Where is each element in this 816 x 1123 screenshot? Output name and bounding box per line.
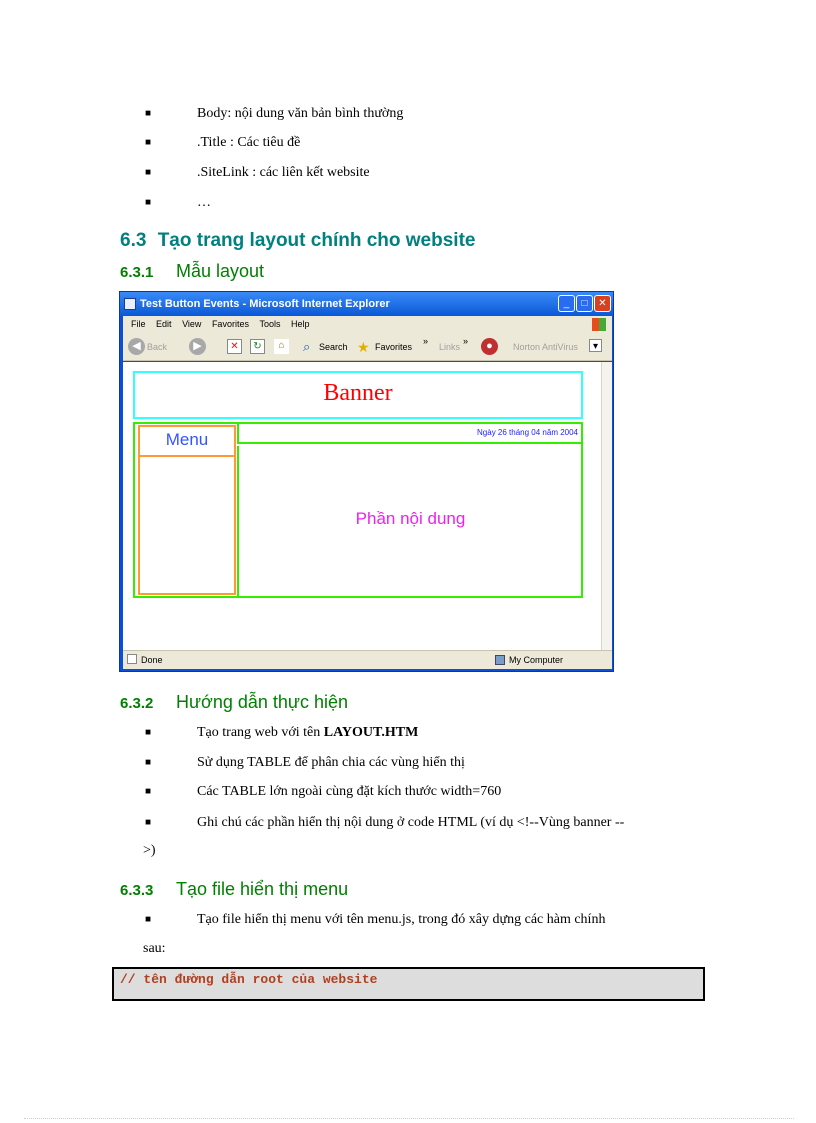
bullet-icon: ■ [145,757,152,768]
bullet-icon: ■ [145,167,152,178]
favorites-label[interactable]: Favorites [375,342,413,352]
subsection-title: Mẫu layout [176,261,265,281]
zone-text: My Computer [509,655,564,665]
layout-content: Phần nội dung [237,446,582,596]
forward-icon[interactable]: ▶ [189,338,206,355]
search-icon[interactable]: ⌕ [303,339,311,354]
layout-date: Ngày 26 tháng 04 năm 2004 [237,424,582,444]
norton-label[interactable]: Norton AntiVirus [513,342,578,352]
window-title: Test Button Events - Microsoft Internet Explorer [140,298,390,310]
page-viewport [123,362,601,650]
list-item-text: Ghi chú các phần hiển thị nội dung ở code HTML (ví dụ <!--Vùng banner -- [197,815,625,830]
home-icon[interactable]: ⌂ [274,339,289,354]
subsection-number: 6.3.1 [120,264,154,281]
list-item-text: Tạo file hiển thị menu với tên menu.js, trong đó xây dựng các hàm chính [197,912,606,927]
bullet-icon: ■ [145,197,152,208]
bullet-icon: ■ [145,914,152,925]
bullet-icon: ■ [145,108,152,119]
list-item-text: Các TABLE lớn ngoài cùng đặt kích thước width=760 [197,784,502,799]
search-label[interactable]: Search [319,342,348,352]
favorites-icon[interactable]: ★ [357,339,370,355]
back-label: Back [147,342,168,352]
section-number: 6.3 [120,230,147,251]
bullet-icon: ■ [145,727,152,738]
layout-menu-title: Menu [140,427,234,457]
subsection-number: 6.3.3 [120,882,154,899]
subsection-heading [120,879,348,900]
subsection-title: Tạo file hiển thị menu [176,879,349,899]
toolbar [123,333,612,361]
status-bar [123,650,612,669]
list-item-text: .Title : Các tiêu đề [197,135,301,150]
list-item-text: Tạo trang web với tên LAYOUT.HTM [197,725,419,740]
windows-logo-icon [592,318,606,331]
stop-icon[interactable]: ✕ [227,339,242,354]
list-item-text: Sử dụng TABLE để phân chia các vùng hiển thị [197,755,465,770]
subsection-heading [120,692,348,713]
ie-icon [124,298,136,310]
code-comment: // tên đường dẫn root của website [120,972,378,987]
subsection-number: 6.3.2 [120,695,154,712]
back-icon[interactable]: ◀ [128,338,145,355]
browser-screenshot [119,291,614,672]
status-text: Done [141,655,163,665]
links-label[interactable]: Links [439,342,461,352]
norton-dropdown-icon[interactable]: ▾ [589,339,602,352]
bullet-icon: ■ [145,817,152,828]
minimize-icon[interactable]: _ [558,295,575,312]
page-footer-rule [24,1118,794,1119]
chevron-icon: » [463,336,469,346]
menu-bar [123,316,612,333]
computer-icon [495,655,505,665]
menu-file[interactable]: File [131,319,146,329]
page-icon [127,654,137,664]
menu-favorites[interactable]: Favorites [211,319,249,329]
menu-edit[interactable]: Edit [156,319,172,329]
chevron-icon: » [423,336,429,346]
subsection-title: Hướng dẫn thực hiện [176,692,349,712]
code-block [112,967,705,1001]
layout-banner: Banner [133,371,583,419]
list-item-text: Body: nội dung văn bản bình thường [197,106,404,121]
scrollbar[interactable] [601,362,612,650]
subsection-heading [120,261,264,282]
list-item-continuation: sau: [143,941,166,956]
list-item-text: .SiteLink : các liên kết website [197,165,370,180]
menu-tools[interactable]: Tools [259,319,281,329]
refresh-icon[interactable]: ↻ [250,339,265,354]
menu-help[interactable]: Help [291,319,310,329]
menu-view[interactable]: View [182,319,202,329]
bullet-icon: ■ [145,786,152,797]
section-heading [120,230,475,252]
norton-icon[interactable]: ● [481,338,498,355]
layout-body-table [133,422,583,598]
file-name: LAYOUT.HTM [323,725,419,740]
bullet-icon: ■ [145,137,152,148]
maximize-icon[interactable]: □ [576,295,593,312]
window-titlebar [120,292,613,316]
list-item-text: … [197,195,211,210]
section-title: Tạo trang layout chính cho website [157,230,476,251]
list-item-continuation: >) [143,843,156,858]
close-icon[interactable]: ✕ [594,295,611,312]
layout-menu-cell [138,425,236,595]
